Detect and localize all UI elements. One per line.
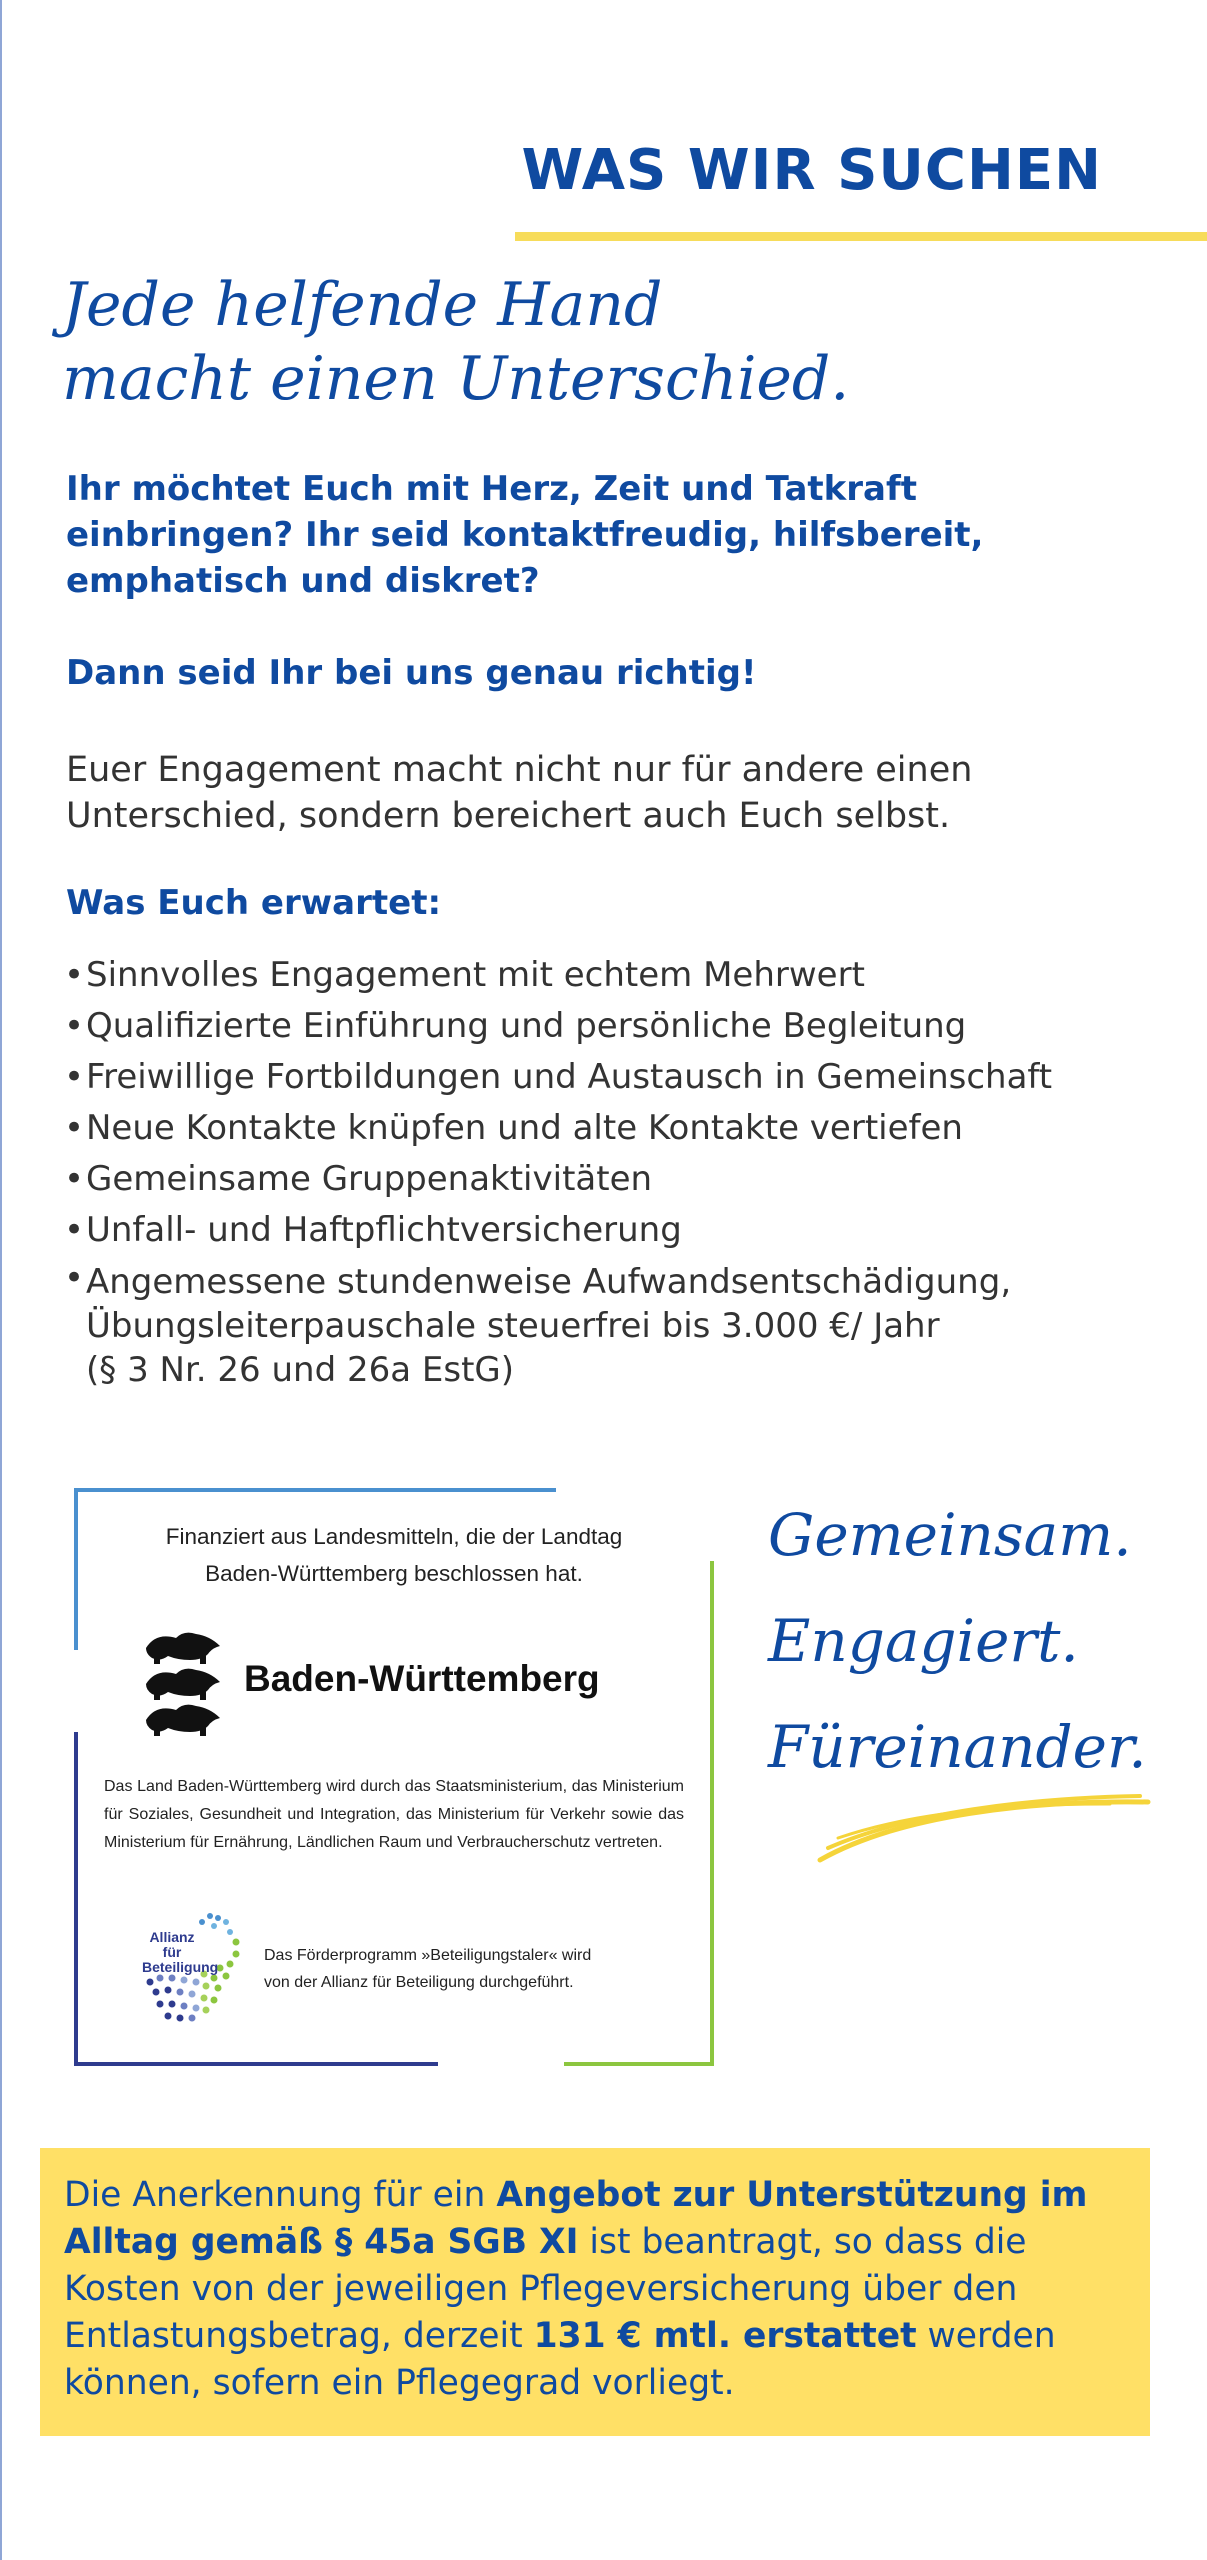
intro-answer: Dann seid Ihr bei uns genau richtig! <box>66 653 757 693</box>
left-edge-rule <box>0 0 2 2560</box>
representation-text: Das Land Baden-Württemberg wird durch das Staatsministerium, das Ministerium für Soziales, Gesundheit und Integration, das Ministerium für Verkehr sowie das Ministerium für Ernährung, Ländlichen Raum und Verbraucherschutz vertreten. <box>104 1778 684 1851</box>
slogan-line: Engagiert. <box>768 1607 1079 1675</box>
slogan-line: Füreinander. <box>768 1713 1147 1781</box>
frame-line <box>710 1561 714 2066</box>
bw-lions-logo-icon <box>140 1628 228 1738</box>
page-title: WAS WIR SUCHEN <box>521 138 1102 203</box>
reimbursement-note <box>40 2148 1150 2436</box>
yellow-swoosh-icon <box>810 1790 1155 1870</box>
funding-statement <box>74 1518 714 1592</box>
allianz-logo-text: Beteiligung <box>142 1959 219 1975</box>
slogan <box>768 1482 1147 1800</box>
funding-line-2: Baden-Württemberg beschlossen hat. <box>205 1561 583 1586</box>
benefits-list <box>64 950 1194 1392</box>
list-item-line: Übungsleiterpauschale steuerfrei bis 3.000 €/ Jahr <box>86 1306 940 1346</box>
frame-line <box>74 1488 556 1492</box>
note-text <box>64 2172 1134 2407</box>
expectations-heading: Was Euch erwartet: <box>66 883 442 923</box>
handwritten-tagline <box>62 268 849 416</box>
note-emphasis: 131 € mtl. erstattet <box>533 2316 917 2356</box>
state-name: Baden-Württemberg <box>244 1658 600 1699</box>
list-item: • Neue Kontakte knüpfen und alte Kontakte vertiefen <box>64 1103 1194 1154</box>
funding-box <box>74 1488 714 2066</box>
list-item: • Qualifizierte Einführung und persönliche Begleitung <box>64 1001 1194 1052</box>
allianz-logo-label <box>142 1929 219 1975</box>
program-text <box>264 1942 591 1996</box>
tagline-line-2: macht einen Unterschied. <box>62 344 850 414</box>
list-item <box>64 1256 1194 1392</box>
tagline-line-1: Jede helfende Hand <box>62 270 663 340</box>
list-item-line: (§ 3 Nr. 26 und 26a EstG) <box>86 1350 515 1390</box>
frame-line <box>74 2062 438 2066</box>
intro-question: Ihr möchtet Euch mit Herz, Zeit und Tatkraft einbringen? Ihr seid kontaktfreudig, hilfsbereit, emphatisch und diskret? <box>66 469 984 601</box>
frame-line <box>74 1732 78 2066</box>
title-underline <box>515 232 1207 241</box>
note-text-segment: werden können, sofern ein Pflegegrad vorliegt. <box>64 2316 1056 2403</box>
allianz-logo <box>140 1908 250 2026</box>
list-item: • Freiwillige Fortbildungen und Austausch in Gemeinschaft <box>64 1052 1194 1103</box>
note-text-segment: Die Anerkennung für ein <box>64 2175 497 2215</box>
funding-line-1: Finanziert aus Landesmitteln, die der Landtag <box>165 1524 623 1549</box>
list-item: • Gemeinsame Gruppenaktivitäten <box>64 1154 1194 1205</box>
list-item: • Sinnvolles Engagement mit echtem Mehrwert <box>64 950 1194 1001</box>
frame-line <box>564 2062 714 2066</box>
list-item: • Unfall- und Haftpflichtversicherung <box>64 1205 1194 1256</box>
intro-body: Euer Engagement macht nicht nur für andere einen Unterschied, sondern bereichert auch Euch selbst. <box>66 750 973 836</box>
note-emphasis: Angebot zur Unterstützung im Alltag gemäß § 45a SGB XI <box>64 2175 1088 2262</box>
slogan-line: Gemeinsam. <box>768 1501 1132 1569</box>
list-item-line: Angemessene stundenweise Aufwandsentschädigung, <box>86 1262 1012 1302</box>
note-text-segment: ist beantragt, so dass die Kosten von der jeweiligen Pflegeversicherung über den Entlastungsbetrag, derzeit <box>64 2222 1027 2356</box>
program-line-2: von der Allianz für Beteiligung durchgeführt. <box>264 1974 574 1991</box>
program-line-1: Das Förderprogramm »Beteiligungstaler« wird <box>264 1947 592 1964</box>
allianz-logo-text: Allianz für <box>149 1929 195 1960</box>
